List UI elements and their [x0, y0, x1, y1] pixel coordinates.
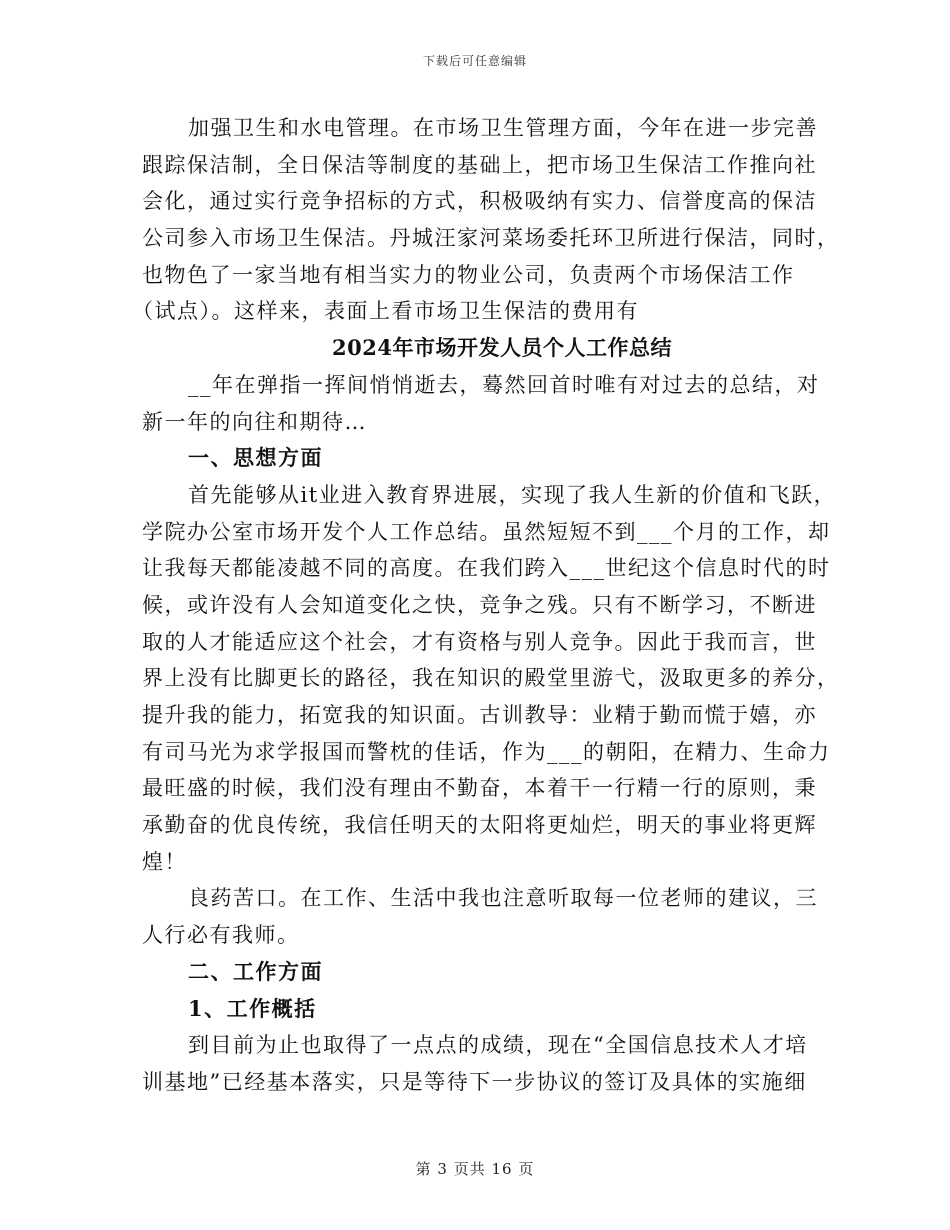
paragraph-line: 到目前为止也取得了一点点的成绩，现在“全国信息技术人才培 [188, 1033, 808, 1058]
paragraph-line: 承勤奋的优良传统，我信任明天的太阳将更灿烂，明天的事业将更辉 [142, 813, 817, 838]
document-title: 2024年市场开发人员个人工作总结 [332, 335, 672, 361]
paragraph-line: 跟踪保洁制，全日保洁等制度的基础上，把市场卫生保洁工作推向社 [142, 152, 817, 177]
paragraph-line: 首先能够从it业进入教育界进展，实现了我人生新的价值和飞跃， [188, 482, 837, 507]
page-header: 下载后可任意编辑 [422, 54, 527, 68]
paragraph-line: 良药苦口。在工作、生活中我也注意听取每一位老师的建议，三 [188, 886, 818, 911]
section-heading: 一、思想方面 [188, 445, 323, 471]
paragraph-line: 也物色了一家当地有相当实力的物业公司，负责两个市场保洁工作 [142, 262, 795, 287]
paragraph-line: 训基地”已经基本落实，只是等待下一步协议的签订及具体的实施细 [142, 1069, 807, 1094]
section-heading: 二、工作方面 [188, 958, 323, 984]
subsection-heading: 1、工作概括 [188, 995, 317, 1021]
paragraph-line: 取的人才能适应这个社会，才有资格与别人竞争。因此于我而言，世 [142, 629, 817, 654]
paragraph-line: 界上没有比脚更长的路径，我在知识的殿堂里游弋，汲取更多的养分， [142, 666, 840, 691]
paragraph-line: 候，或许没有人会知道变化之快，竞争之残。只有不断学习，不断进 [142, 592, 817, 617]
paragraph-line: 提升我的能力，拓宽我的知识面。古训教导：业精于勤而慌于嬉，亦 [142, 703, 817, 727]
paragraph-line: 加强卫生和水电管理。在市场卫生管理方面，今年在进一步完善 [188, 116, 818, 140]
page-footer: 第 3 页共 16 页 [415, 1160, 535, 1178]
paragraph-line: 人行必有我师。 [142, 923, 300, 948]
paragraph-line: 新一年的向往和期待… [142, 409, 367, 434]
paragraph-line: 让我每天都能凌越不同的高度。在我们跨入___世纪这个信息时代的时 [142, 556, 831, 581]
paragraph-line: 最旺盛的时候，我们没有理由不勤奋，本着干一行精一行的原则，秉 [142, 776, 817, 801]
paragraph-line: 有司马光为求学报国而警枕的佳话，作为___的朝阳，在精力、生命力 [142, 739, 831, 764]
paragraph-line: 公司参入市场卫生保洁。丹城汪家河菜场委托环卫所进行保洁，同时， [142, 226, 840, 251]
paragraph-line: __年在弹指一挥间悄悄逝去，蓦然回首时唯有对过去的总结，对 [188, 372, 820, 397]
paragraph-line: 会化，通过实行竞争招标的方式，积极吸纳有实力、信誉度高的保洁 [142, 189, 817, 214]
paragraph-line: 学院办公室市场开发个人工作总结。虽然短短不到___个月的工作，却 [142, 519, 831, 544]
paragraph-line: 煌！ [142, 849, 187, 874]
document-body [132, 110, 840, 1101]
paragraph-line: （试点）。这样来，表面上看市场卫生保洁的费用有 [132, 299, 639, 324]
